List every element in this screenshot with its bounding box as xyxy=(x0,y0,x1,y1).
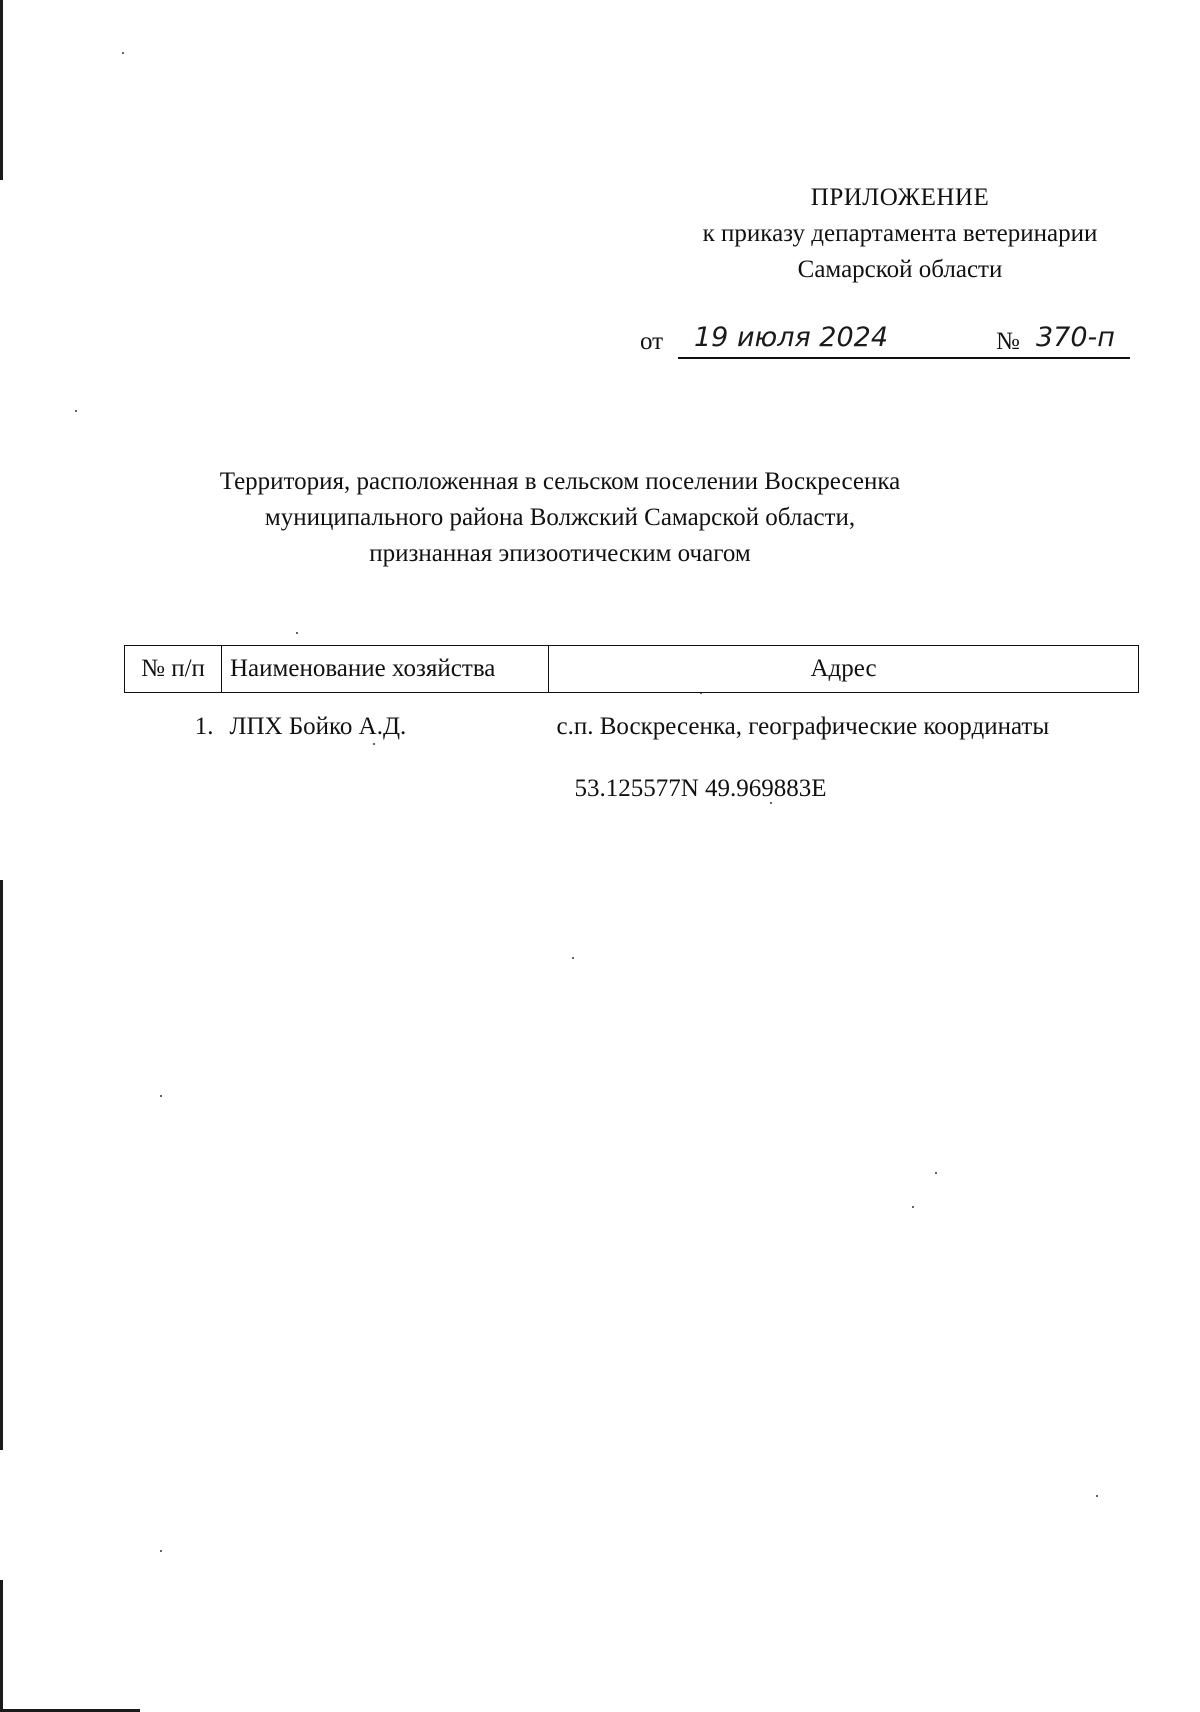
order-date-handwritten: 19 июля 2024 xyxy=(694,322,889,353)
date-underline xyxy=(678,357,1028,359)
scan-speck xyxy=(1096,1495,1098,1497)
scan-speck xyxy=(160,1550,162,1552)
order-from-label: от xyxy=(640,328,664,355)
scan-speck xyxy=(296,632,298,634)
order-number-label: № xyxy=(996,328,1020,355)
document-title xyxy=(200,464,920,572)
title-line-1: Территория, расположенная в сельском поселении Воскресенка xyxy=(219,468,901,495)
scan-edge-left xyxy=(0,0,3,1712)
table-row xyxy=(125,693,1139,818)
row-farm-name: ЛПХ Бойко А.Д. xyxy=(229,713,407,740)
header-number: № п/п xyxy=(125,646,222,693)
appendix-line-1: к приказу департамента ветеринарии xyxy=(702,220,1098,247)
order-reference xyxy=(640,322,1130,362)
order-number-handwritten: 370-п xyxy=(1036,322,1115,353)
header-address: Адрес xyxy=(549,646,1139,693)
scan-speck xyxy=(572,957,574,959)
row-coordinates: 53.125577N 49.969883E xyxy=(574,775,827,802)
table-header-row xyxy=(125,646,1139,693)
scan-speck xyxy=(75,410,77,412)
scan-speck xyxy=(160,1095,162,1097)
row-number: 1. xyxy=(194,713,214,740)
focus-table xyxy=(124,645,1139,817)
title-line-3: признанная эпизоотическим очагом xyxy=(369,540,751,567)
appendix-line-2: Самарской области xyxy=(797,256,1003,283)
header-farm-name: Наименование хозяйства xyxy=(222,646,549,693)
scan-speck xyxy=(935,1172,937,1174)
row-address xyxy=(549,693,1139,818)
scan-speck xyxy=(912,1206,914,1208)
appendix-header xyxy=(620,180,1180,288)
scan-speck xyxy=(122,52,124,54)
appendix-heading: ПРИЛОЖЕНИЕ xyxy=(810,184,990,211)
row-address-text: с.п. Воскресенка, географические координаты xyxy=(556,713,1050,740)
number-underline xyxy=(1028,357,1130,359)
title-line-2: муниципального района Волжский Самарской области, xyxy=(264,504,856,531)
